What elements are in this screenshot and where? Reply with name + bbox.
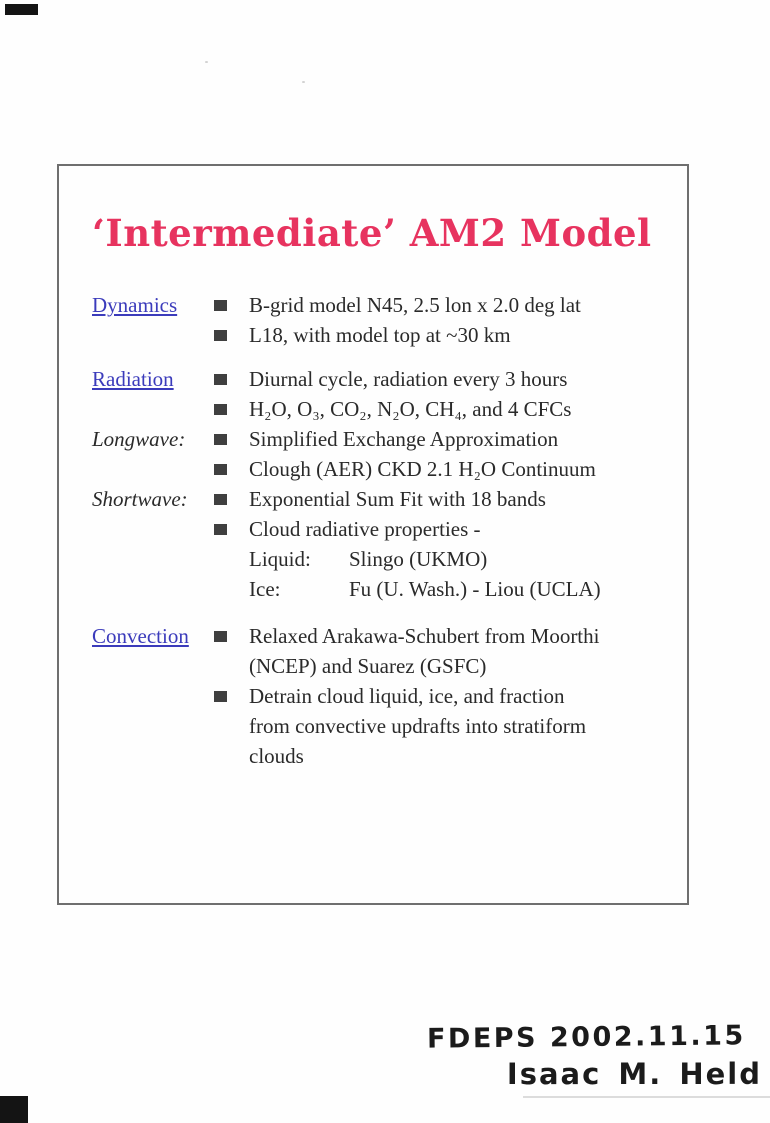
- bullet-cell: [214, 424, 249, 454]
- slide-content: [92, 290, 687, 771]
- bullet-text: Diurnal cycle, radiation every 3 hours: [249, 367, 568, 391]
- bullet-text: Exponential Sum Fit with 18 bands: [249, 487, 546, 511]
- liquid-value: Slingo (UKMO): [349, 547, 488, 571]
- content-row: [92, 651, 687, 681]
- section-dynamics: [92, 290, 687, 350]
- handwritten-author-name: Isaac M. Held: [506, 1057, 762, 1091]
- scan-faint-line: [523, 1096, 770, 1098]
- bullet-square-icon: [214, 631, 227, 642]
- liquid-key: Liquid:: [249, 547, 311, 571]
- scan-speck: [205, 61, 208, 63]
- content-row: [92, 681, 687, 711]
- content-row: [92, 320, 687, 350]
- bullet-text: Clough (AER) CKD 2.1 H₂O Continuum: [249, 457, 596, 481]
- content-row: [92, 424, 687, 454]
- content-row: [92, 544, 687, 574]
- radiation-link[interactable]: Radiation: [92, 367, 174, 391]
- bullet-text: L18, with model top at ~30 km: [249, 323, 511, 347]
- wrapped-line: clouds: [249, 744, 304, 768]
- bullet-text: B-grid model N45, 2.5 lon x 2.0 deg lat: [249, 293, 581, 317]
- bullet-cell: [214, 290, 249, 320]
- longwave-label: Longwave:: [92, 427, 186, 451]
- bullet-text: Relaxed Arakawa-Schubert from Moorthi: [249, 624, 600, 648]
- bullet-cell: [214, 320, 249, 350]
- ice-value: Fu (U. Wash.) - Liou (UCLA): [349, 577, 601, 601]
- ice-key: Ice:: [249, 577, 281, 601]
- content-row: [92, 574, 687, 604]
- bullet-text: Cloud radiative properties -: [249, 517, 481, 541]
- scan-artifact-bottom-left: [0, 1096, 28, 1123]
- wrapped-line: (NCEP) and Suarez (GSFC): [249, 654, 487, 678]
- bullet-cell: [214, 514, 249, 544]
- bullet-square-icon: [214, 524, 227, 535]
- content-row: [92, 454, 687, 484]
- bullet-cell: [214, 484, 249, 514]
- slide-title: ‘Intermediate’ AM2 Model: [92, 211, 652, 255]
- bullet-text: Detrain cloud liquid, ice, and fraction: [249, 684, 565, 708]
- bullet-square-icon: [214, 691, 227, 702]
- slide-frame: [57, 164, 689, 905]
- bullet-text: Simplified Exchange Approximation: [249, 427, 559, 451]
- bullet-cell: [214, 454, 249, 484]
- shortwave-label: Shortwave:: [92, 487, 188, 511]
- bullet-square-icon: [214, 464, 227, 475]
- content-row: [92, 741, 687, 771]
- content-row: [92, 514, 687, 544]
- scan-speck: [302, 81, 305, 83]
- bullet-cell: [214, 364, 249, 394]
- wrapped-line: from convective updrafts into stratiform: [249, 714, 587, 738]
- key-value-line: [249, 544, 687, 574]
- bullet-square-icon: [214, 330, 227, 341]
- content-row: [92, 394, 687, 424]
- handwritten-event-date: FDEPS 2002.11.15: [427, 1020, 747, 1055]
- bullet-square-icon: [214, 374, 227, 385]
- key-value-line: [249, 574, 687, 604]
- bullet-text: H₂O, O₃, CO₂, N₂O, CH₄, and 4 CFCs: [249, 397, 572, 421]
- content-row: [92, 290, 687, 320]
- bullet-square-icon: [214, 404, 227, 415]
- bullet-square-icon: [214, 494, 227, 505]
- bullet-cell: [214, 681, 249, 711]
- content-row: [92, 484, 687, 514]
- dynamics-link[interactable]: Dynamics: [92, 293, 178, 317]
- section-convection: [92, 621, 687, 771]
- bullet-square-icon: [214, 434, 227, 445]
- convection-link[interactable]: Convection: [92, 624, 189, 648]
- bullet-cell: [214, 621, 249, 651]
- scan-artifact-top-left: [5, 4, 38, 15]
- content-row: [92, 711, 687, 741]
- bullet-cell: [214, 394, 249, 424]
- content-row: [92, 364, 687, 394]
- content-row: [92, 621, 687, 651]
- bullet-square-icon: [214, 300, 227, 311]
- section-radiation: [92, 364, 687, 604]
